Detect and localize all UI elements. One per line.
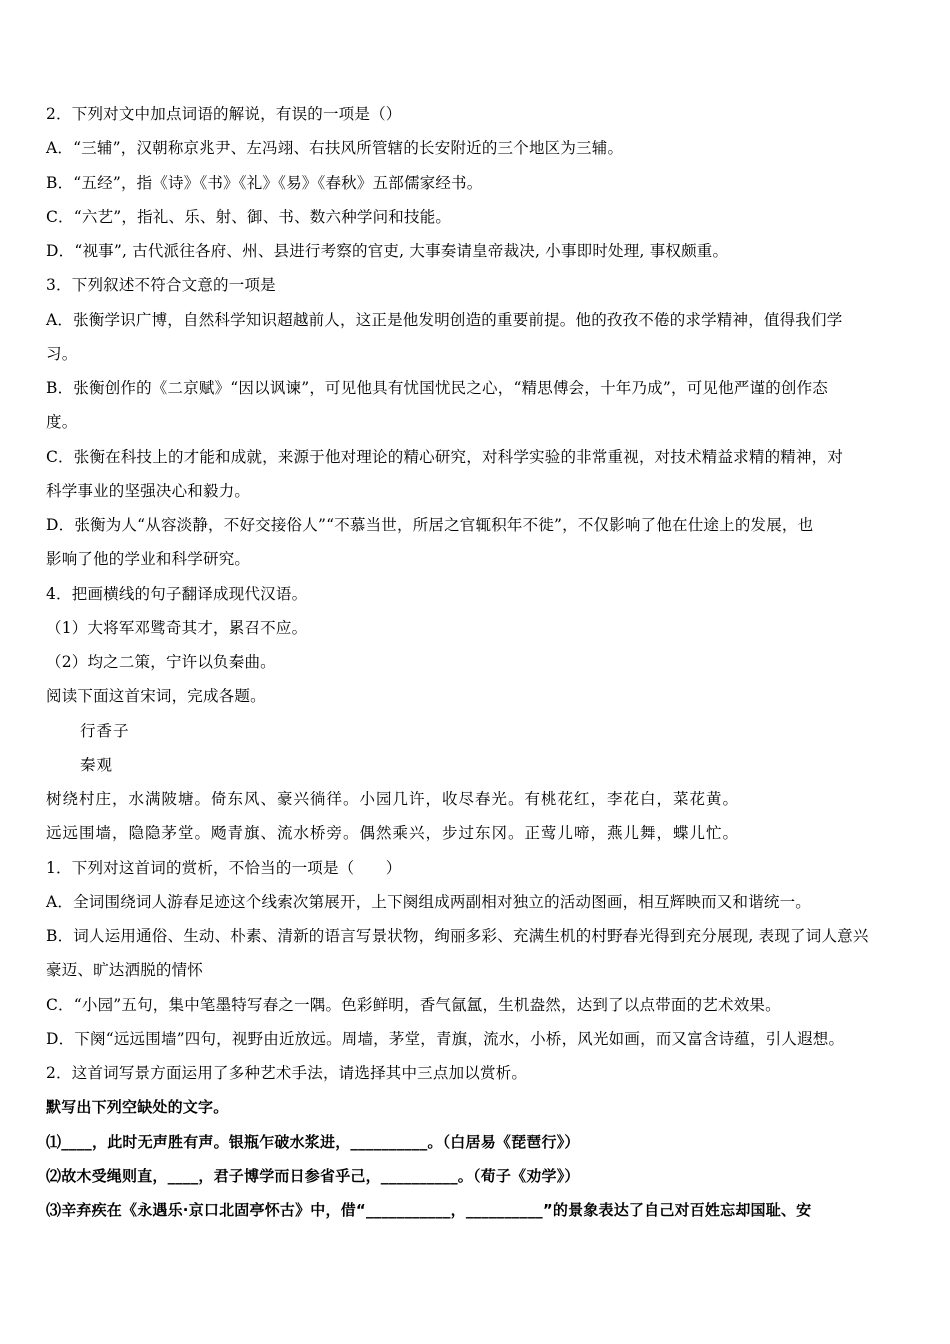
text-line: B．“五经”，指《诗》《书》《礼》《易》《春秋》五部儒家经书。 (46, 173, 483, 192)
text-line: 树绕村庄，水满陂塘。倚东风、豪兴徜徉。小园几许，收尽春光。有桃花红，李花白，菜花黄。 (46, 790, 740, 808)
text-line: ⑵故木受绳则直，____，君子博学而日参省乎己，__________。（荀子《劝学》） (46, 1166, 580, 1185)
text-line: 1．下列对这首词的赏析，不恰当的一项是（ ） (46, 858, 402, 877)
text-line: ⑴____，此时无声胜有声。银瓶乍破水浆进，__________。（白居易《琵琶行》） (46, 1132, 580, 1151)
text-line: C．“小园”五句，集中笔墨特写春之一隅。色彩鲜明，香气氤氲，生机盎然，达到了以点带面的艺术效果。 (46, 995, 781, 1014)
text-line: B．词人运用通俗、生动、朴素、清新的语言写景状物，绚丽多彩、充满生机的村野春光得到充分展现, 表现了词人意兴 (46, 927, 869, 945)
text-line: 影响了他的学业和科学研究。 (46, 550, 251, 569)
text-line: D．张衡为人“从容淡静，不好交接俗人”“不慕当世，所居之官辄积年不徙”，不仅影响了他在仕途上的发展，也 (46, 516, 814, 534)
text-line: 科学事业的坚强决心和毅力。 (46, 481, 251, 500)
text-line: 2．下列对文中加点词语的解说，有误的一项是（） (46, 105, 402, 123)
text-line: 阅读下面这首宋词，完成各题。 (46, 687, 266, 706)
text-line: 3．下列叙述不符合文意的一项是 (46, 276, 276, 295)
text-line: 默写出下列空缺处的文字。 (46, 1098, 229, 1117)
text-line: 度。 (46, 413, 78, 432)
text-line: A．“三辅”，汉朝称京兆尹、左冯翊、右扶风所管辖的长安附近的三个地区为三辅。 (46, 139, 624, 158)
text-line: 豪迈、旷达洒脱的情怀 (46, 961, 204, 980)
text-line: 2．这首词写景方面运用了多种艺术手法，请选择其中三点加以赏析。 (46, 1064, 528, 1082)
text-line: （2）均之二策，宁许以负秦曲。 (46, 653, 276, 671)
text-line: B．张衡创作的《二京赋》“因以讽谏”，可见他具有忧国忧民之心，“精思傅会，十年乃成”，可见他严谨的创作态 (46, 379, 828, 397)
text-line: 习。 (46, 344, 78, 363)
text-line: D．“视事”, 古代派往各府、州、县进行考察的官吏, 大事奏请皇帝裁决, 小事即时处理, 事权颇重。 (46, 242, 729, 260)
text-line: 4．把画横线的句子翻译成现代汉语。 (46, 584, 308, 603)
text-line: 行香子 (80, 721, 130, 740)
text-line: C．“六艺”，指礼、乐、射、御、书、数六种学问和技能。 (46, 207, 452, 226)
text-line: A．全词围绕词人游春足迹这个线索次第展开，上下阕组成两副相对独立的活动图画，相互辉映而又和谐统一。 (46, 892, 811, 911)
text-line: C．张衡在科技上的才能和成就，来源于他对理论的精心研究，对科学实验的非常重视，对技术精益求精的精神，对 (46, 447, 844, 466)
text-line: A．张衡学识广博，自然科学知识超越前人，这正是他发明创造的重要前提。他的孜孜不倦的求学精神，值得我们学 (46, 310, 843, 329)
document-body (46, 97, 916, 1227)
text-line: ⑶辛弃疾在《永遇乐·京口北固亭怀古》中，借“___________，__________”的景象表达了自己对百姓忘却国耻、安 (46, 1201, 812, 1219)
text-line: （1）大将军邓骘奇其才，累召不应。 (46, 618, 308, 637)
text-line: 远远围墙，隐隐茅堂。飏青旗、流水桥旁。偶然乘兴，步过东冈。正莺儿啼，燕儿舞，蝶儿忙。 (46, 824, 740, 843)
text-line: D．下阕“远远围墙”四句，视野由近放远。周墙，茅堂，青旗，流水，小桥，风光如画，而又富含诗蕴，引人遐想。 (46, 1029, 845, 1048)
text-line: 秦观 (80, 755, 114, 774)
